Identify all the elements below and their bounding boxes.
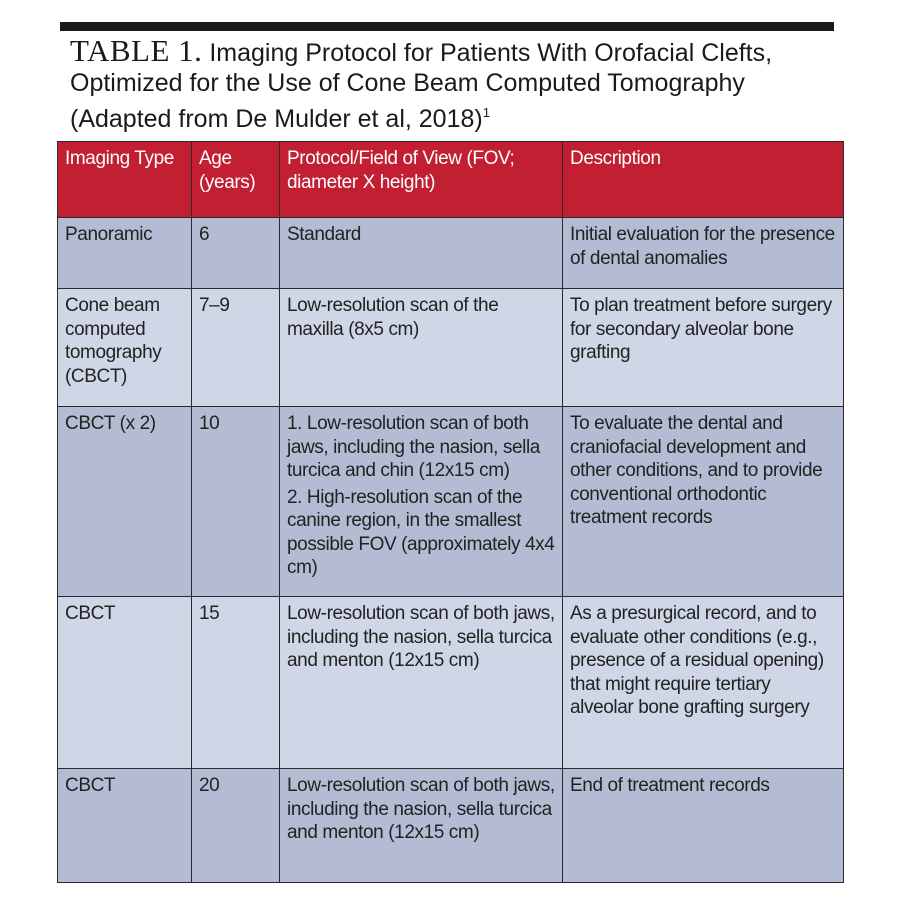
header-imaging-type: Imaging Type	[58, 142, 192, 218]
cell-imaging-type: CBCT	[58, 769, 192, 883]
cell-imaging-type: CBCT	[58, 597, 192, 769]
top-rule	[60, 22, 834, 31]
cell-protocol	[280, 289, 563, 407]
cell-age: 7–9	[192, 289, 280, 407]
cell-imaging-type: Cone beam computed tomography (CBCT)	[58, 289, 192, 407]
protocol-item: Low-resolution scan of both jaws, including the nasion, sella turcica and menton (12x15 cm)	[287, 775, 555, 843]
protocol-item: 1. Low-resolution scan of both jaws, including the nasion, sella turcica and chin (12x15 cm)	[287, 413, 540, 481]
table-row	[58, 218, 844, 289]
protocol-item: Low-resolution scan of the maxilla (8x5 cm)	[287, 295, 499, 340]
table-row	[58, 769, 844, 883]
table-row	[58, 407, 844, 597]
cell-protocol	[280, 769, 563, 883]
protocol-item: Standard	[287, 224, 361, 245]
cell-description: To evaluate the dental and craniofacial development and other conditions, and to provide conventional orthodontic treatment records	[563, 407, 844, 597]
footnote-marker: 1	[482, 105, 490, 120]
protocol-table	[57, 141, 844, 883]
table-number: TABLE 1.	[70, 33, 203, 68]
header-age: Age (years)	[192, 142, 280, 218]
table-title	[70, 33, 830, 134]
cell-protocol	[280, 407, 563, 597]
header-row	[58, 142, 844, 218]
header-description: Description	[563, 142, 844, 218]
cell-age: 15	[192, 597, 280, 769]
header-protocol: Protocol/Field of View (FOV; diameter X height)	[280, 142, 563, 218]
cell-protocol	[280, 218, 563, 289]
cell-description: End of treatment records	[563, 769, 844, 883]
protocol-item: 2. High-resolution scan of the canine region, in the smallest possible FOV (approximately 4x4 cm)	[287, 486, 555, 578]
protocol-item: Low-resolution scan of both jaws, including the nasion, sella turcica and menton (12x15 cm)	[287, 603, 555, 671]
table-row	[58, 289, 844, 407]
cell-description: To plan treatment before surgery for secondary alveolar bone grafting	[563, 289, 844, 407]
cell-age: 6	[192, 218, 280, 289]
table-row	[58, 597, 844, 769]
cell-age: 10	[192, 407, 280, 597]
cell-description: As a presurgical record, and to evaluate other conditions (e.g., presence of a residual opening) that might require tertiary alveolar bone grafting surgery	[563, 597, 844, 769]
cell-protocol	[280, 597, 563, 769]
cell-age: 20	[192, 769, 280, 883]
cell-imaging-type: Panoramic	[58, 218, 192, 289]
cell-description: Initial evaluation for the presence of dental anomalies	[563, 218, 844, 289]
table-caption: Imaging Protocol for Patients With Orofacial Clefts, Optimized for the Use of Cone Beam Computed Tomography (Adapted from De Mulder et al, 2018)	[70, 39, 773, 133]
cell-imaging-type: CBCT (x 2)	[58, 407, 192, 597]
